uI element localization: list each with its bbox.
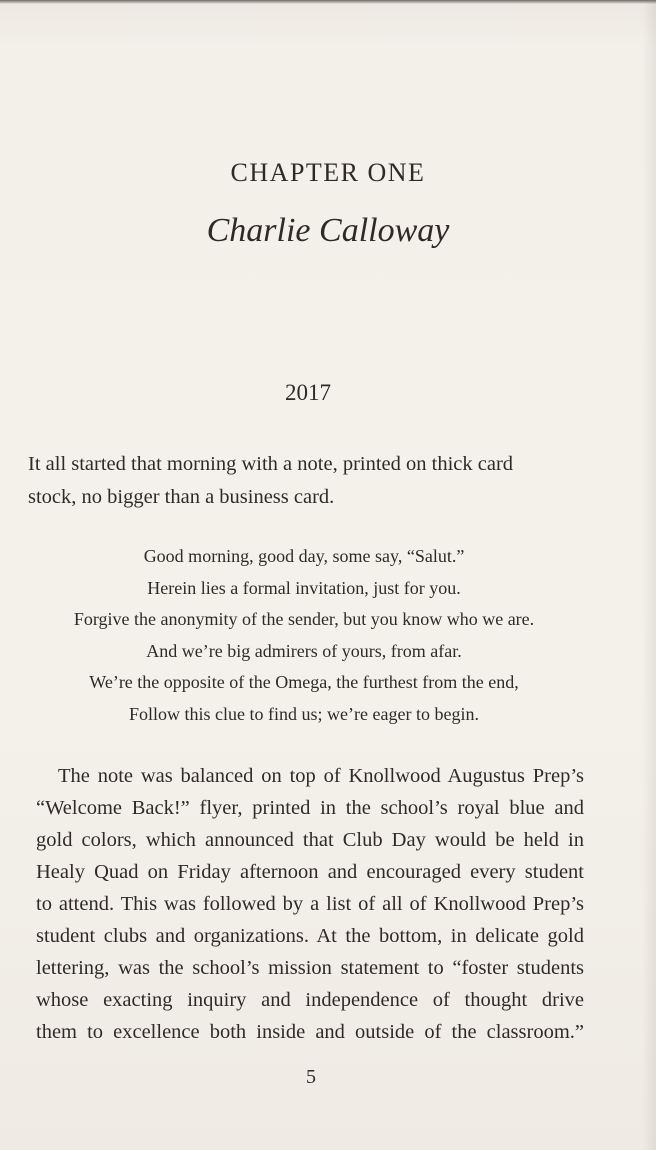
body-paragraph	[36, 760, 584, 1048]
body-line: whose exacting inquiry and independence of thought drive	[36, 989, 584, 1011]
poem-line: Good morning, good day, some say, “Salut.”	[143, 546, 465, 566]
poem-line: Forgive the anonymity of the sender, but you know who we are.	[73, 609, 535, 629]
body-line: Healy Quad on Friday afternoon and encouraged every student	[36, 861, 584, 883]
chapter-subtitle: Charlie Calloway	[206, 212, 450, 249]
body-line: lettering, was the school’s mission statement to “foster students	[36, 957, 584, 979]
intro-paragraph	[28, 448, 588, 514]
poem-line: Herein lies a formal invitation, just for you.	[147, 577, 461, 598]
page-top-edge	[0, 0, 656, 4]
poem-line: And we’re big admirers of yours, from afar.	[146, 640, 462, 661]
page-number: 5	[306, 1066, 316, 1088]
poem-line: We’re the opposite of the Omega, the furthest from the end,	[89, 672, 519, 692]
invitation-poem	[0, 541, 608, 730]
body-line: The note was balanced on top of Knollwood Augustus Prep’s	[58, 765, 584, 787]
intro-line: It all started that morning with a note, printed on thick card	[28, 453, 514, 475]
chapter-heading: CHAPTER ONE	[230, 158, 426, 187]
body-line: gold colors, which announced that Club Day would be held in	[36, 829, 584, 851]
body-line: to attend. This was followed by a list of all of Knollwood Prep’s	[36, 893, 584, 915]
poem-line: Follow this clue to find us; we’re eager to begin.	[129, 703, 479, 724]
body-line: student clubs and organizations. At the bottom, in delicate gold	[36, 925, 584, 947]
body-line: them to excellence both inside and outside of the classroom.”	[36, 1021, 584, 1043]
intro-line: stock, no bigger than a business card.	[28, 486, 335, 508]
body-line: “Welcome Back!” flyer, printed in the school’s royal blue and	[36, 797, 584, 819]
section-year: 2017	[285, 380, 331, 405]
